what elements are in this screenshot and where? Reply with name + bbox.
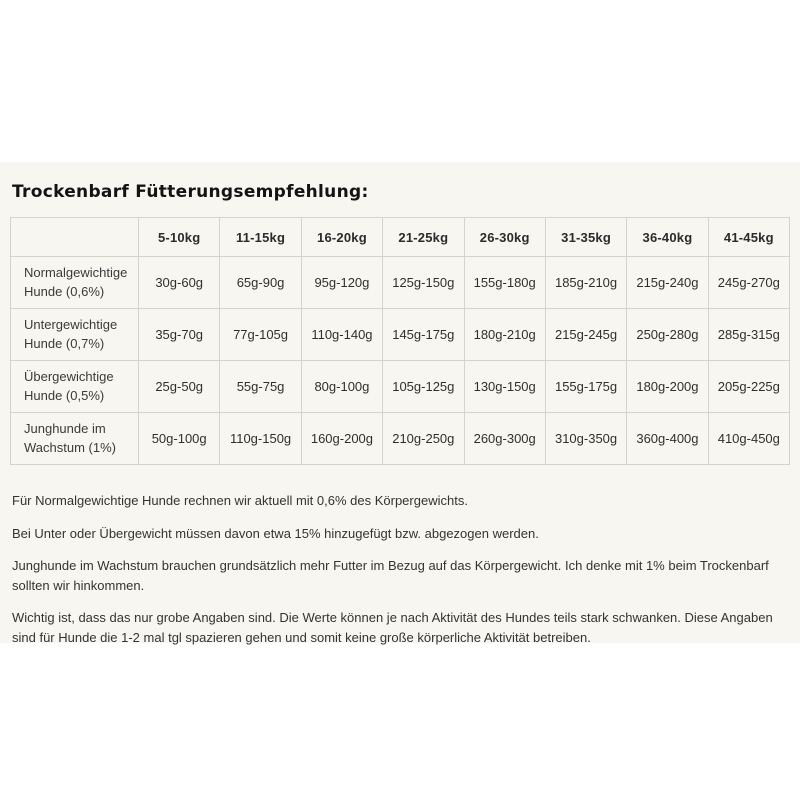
table-row-1	[11, 257, 790, 309]
table-cell: 55g-75g	[220, 361, 301, 413]
table-cell: 155g-180g	[464, 257, 545, 309]
table-cell: 410g-450g	[708, 413, 789, 465]
content-panel	[0, 162, 800, 643]
table-cell: 145g-175g	[383, 309, 464, 361]
table-body	[11, 257, 790, 465]
table-cell: 260g-300g	[464, 413, 545, 465]
table-cell: 250g-280g	[627, 309, 708, 361]
column-header-5-10kg: 5-10kg	[139, 218, 220, 257]
table-cell: 125g-150g	[383, 257, 464, 309]
column-header-16-20kg: 16-20kg	[301, 218, 382, 257]
note-paragraph-1: Für Normalgewichtige Hunde rechnen wir aktuell mit 0,6% des Körpergewichts.	[12, 493, 468, 508]
table-row-4	[11, 413, 790, 465]
table-cell: 245g-270g	[708, 257, 789, 309]
table-cell: 285g-315g	[708, 309, 789, 361]
column-header-11-15kg: 11-15kg	[220, 218, 301, 257]
table-cell: 160g-200g	[301, 413, 382, 465]
table-cell: 155g-175g	[545, 361, 626, 413]
note-paragraph-3: Junghunde im Wachstum brauchen grundsätzlich mehr Futter im Bezug auf das Körpergewicht. Ich denke mit 1% beim Trockenbarf sollten wir hinkommen.	[12, 558, 769, 593]
table-header-row	[11, 218, 790, 257]
table-cell: 215g-240g	[627, 257, 708, 309]
column-header-36-40kg: 36-40kg	[627, 218, 708, 257]
notes-section	[10, 491, 790, 647]
table-cell: 110g-150g	[220, 413, 301, 465]
table-cell: 95g-120g	[301, 257, 382, 309]
table-cell: 25g-50g	[139, 361, 220, 413]
table-cell: 80g-100g	[301, 361, 382, 413]
row-label: Untergewichtige Hunde (0,7%)	[11, 309, 139, 361]
note-paragraph-4: Wichtig ist, dass das nur grobe Angaben sind. Die Werte können je nach Aktivität des Hundes teils stark schwanken. Diese Angaben sind für Hunde die 1-2 mal tgl spazieren gehen und somit keine große körperliche Aktivität betreiben.	[12, 610, 773, 645]
table-cell: 185g-210g	[545, 257, 626, 309]
column-header-41-45kg: 41-45kg	[708, 218, 789, 257]
table-cell: 35g-70g	[139, 309, 220, 361]
table-cell: 205g-225g	[708, 361, 789, 413]
feeding-table	[10, 217, 790, 465]
table-cell: 77g-105g	[220, 309, 301, 361]
table-cell: 65g-90g	[220, 257, 301, 309]
table-cell: 180g-200g	[627, 361, 708, 413]
column-header-31-35kg: 31-35kg	[545, 218, 626, 257]
row-label: Übergewichtige Hunde (0,5%)	[11, 361, 139, 413]
table-corner-cell	[11, 218, 139, 257]
table-cell: 130g-150g	[464, 361, 545, 413]
table-cell: 105g-125g	[383, 361, 464, 413]
note-paragraph-2: Bei Unter oder Übergewicht müssen davon etwa 15% hinzugefügt bzw. abgezogen werden.	[12, 525, 539, 541]
table-cell: 180g-210g	[464, 309, 545, 361]
table-cell: 210g-250g	[383, 413, 464, 465]
table-cell: 110g-140g	[301, 309, 382, 361]
table-cell: 50g-100g	[139, 413, 220, 465]
column-header-21-25kg: 21-25kg	[383, 218, 464, 257]
column-header-26-30kg: 26-30kg	[464, 218, 545, 257]
table-row-3	[11, 361, 790, 413]
table-header	[11, 218, 790, 257]
page-title: Trockenbarf Fütterungsempfehlung:	[12, 182, 369, 202]
row-label: Normalgewichtige Hunde (0,6%)	[11, 257, 139, 309]
table-cell: 310g-350g	[545, 413, 626, 465]
table-cell: 360g-400g	[627, 413, 708, 465]
table-cell: 215g-245g	[545, 309, 626, 361]
row-label: Junghunde im Wachstum (1%)	[11, 413, 139, 465]
table-cell: 30g-60g	[139, 257, 220, 309]
table-row-2	[11, 309, 790, 361]
